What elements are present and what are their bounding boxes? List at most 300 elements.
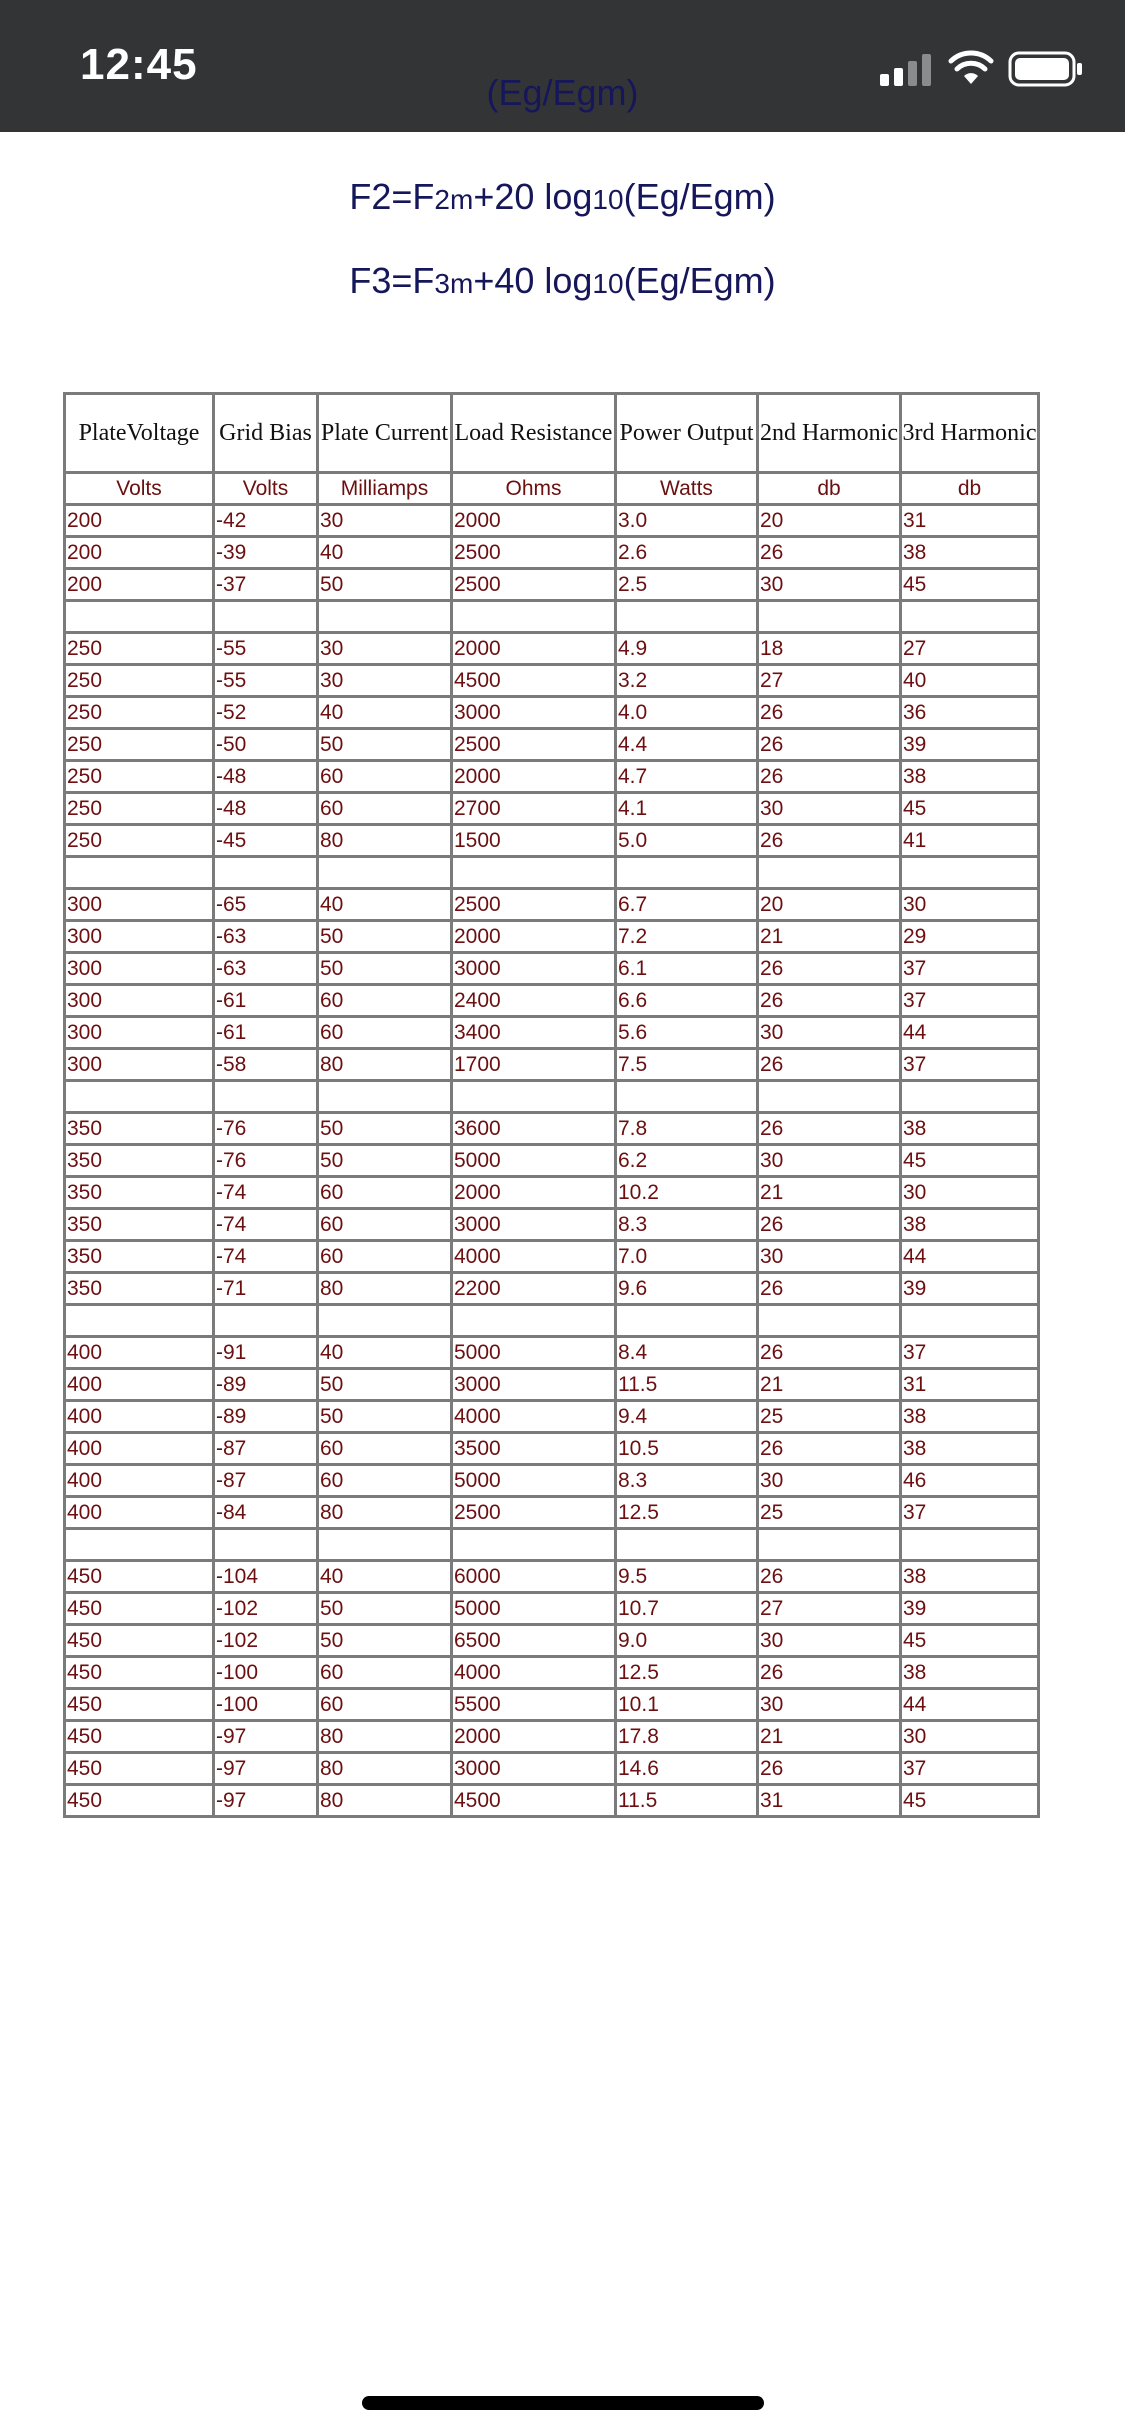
table-cell: -37 — [214, 569, 318, 601]
table-cell: 40 — [318, 889, 452, 921]
table-cell: -76 — [214, 1145, 318, 1177]
table-row — [65, 1273, 1039, 1305]
table-row — [65, 1017, 1039, 1049]
table-cell: -58 — [214, 1049, 318, 1081]
table-cell: 250 — [65, 697, 214, 729]
table-cell: 4000 — [452, 1657, 616, 1689]
table-cell: -74 — [214, 1209, 318, 1241]
table-cell: 26 — [758, 537, 901, 569]
table-cell: 60 — [318, 1209, 452, 1241]
table-cell: 38 — [901, 537, 1039, 569]
table-cell: 2000 — [452, 921, 616, 953]
table-cell: 14.6 — [616, 1753, 758, 1785]
table-row — [65, 1561, 1039, 1593]
table-cell: 400 — [65, 1337, 214, 1369]
table-cell: 4.0 — [616, 697, 758, 729]
table-cell: 3500 — [452, 1433, 616, 1465]
unit-cell: db — [758, 473, 901, 505]
table-row — [65, 537, 1039, 569]
table-row — [65, 505, 1039, 537]
table-row — [65, 633, 1039, 665]
table-cell: -61 — [214, 1017, 318, 1049]
table-cell — [65, 1081, 214, 1113]
table-cell: 17.8 — [616, 1721, 758, 1753]
status-time: 12:45 — [80, 40, 198, 89]
table-cell: 39 — [901, 1593, 1039, 1625]
table-cell: 9.4 — [616, 1401, 758, 1433]
table-cell — [616, 1305, 758, 1337]
table-cell: 45 — [901, 569, 1039, 601]
header-plate-voltage: PlateVoltage — [65, 394, 214, 473]
table-cell: 300 — [65, 921, 214, 953]
table-row — [65, 1657, 1039, 1689]
table-cell — [318, 1305, 452, 1337]
table-cell: 1500 — [452, 825, 616, 857]
table-cell: 39 — [901, 729, 1039, 761]
table-cell: 45 — [901, 1625, 1039, 1657]
table-cell: 21 — [758, 1177, 901, 1209]
table-cell: 250 — [65, 761, 214, 793]
table-cell: 6.7 — [616, 889, 758, 921]
table-cell: 26 — [758, 1049, 901, 1081]
table-cell: 6.6 — [616, 985, 758, 1017]
table-cell: 450 — [65, 1689, 214, 1721]
table-cell: 200 — [65, 505, 214, 537]
table-cell: 2000 — [452, 633, 616, 665]
table-cell: 37 — [901, 985, 1039, 1017]
table-cell — [65, 1305, 214, 1337]
table-cell: 45 — [901, 1145, 1039, 1177]
table-cell: 4500 — [452, 1785, 616, 1817]
table-cell: 30 — [758, 1689, 901, 1721]
table-cell: 30 — [758, 1145, 901, 1177]
table-row — [65, 985, 1039, 1017]
table-cell — [616, 857, 758, 889]
table-cell: 30 — [901, 889, 1039, 921]
table-cell: 400 — [65, 1497, 214, 1529]
table-cell: 21 — [758, 1721, 901, 1753]
table-cell: 5500 — [452, 1689, 616, 1721]
table-cell: 350 — [65, 1241, 214, 1273]
table-cell: 200 — [65, 537, 214, 569]
table-cell: -42 — [214, 505, 318, 537]
table-cell: 27 — [758, 1593, 901, 1625]
table-cell: 2500 — [452, 729, 616, 761]
table-cell: 80 — [318, 1273, 452, 1305]
table-cell: -91 — [214, 1337, 318, 1369]
table-cell: 400 — [65, 1369, 214, 1401]
table-cell: 26 — [758, 697, 901, 729]
table-row — [65, 1625, 1039, 1657]
unit-cell: Ohms — [452, 473, 616, 505]
table-cell: 26 — [758, 1209, 901, 1241]
table-cell: 26 — [758, 1657, 901, 1689]
table-cell: 80 — [318, 1753, 452, 1785]
table-cell: 30 — [901, 1721, 1039, 1753]
table-cell: 80 — [318, 1785, 452, 1817]
table-cell: -55 — [214, 665, 318, 697]
table-cell: 350 — [65, 1273, 214, 1305]
table-cell: 2200 — [452, 1273, 616, 1305]
table-cell: 36 — [901, 697, 1039, 729]
table-cell: 11.5 — [616, 1369, 758, 1401]
table-cell: 44 — [901, 1689, 1039, 1721]
table-row — [65, 1401, 1039, 1433]
header-power-output: Power Output — [616, 394, 758, 473]
table-row — [65, 729, 1039, 761]
table-cell: 4000 — [452, 1241, 616, 1273]
table-cell: -102 — [214, 1593, 318, 1625]
table-cell: 3600 — [452, 1113, 616, 1145]
table-cell: 50 — [318, 729, 452, 761]
table-row — [65, 1241, 1039, 1273]
table-cell: -100 — [214, 1689, 318, 1721]
unit-cell: Watts — [616, 473, 758, 505]
table-row — [65, 1689, 1039, 1721]
table-cell: 10.5 — [616, 1433, 758, 1465]
table-cell: 21 — [758, 921, 901, 953]
table-row — [65, 1785, 1039, 1817]
table-cell: 12.5 — [616, 1657, 758, 1689]
table-cell: 60 — [318, 1433, 452, 1465]
table-cell: 60 — [318, 1689, 452, 1721]
table-cell: 7.2 — [616, 921, 758, 953]
table-cell: 2000 — [452, 761, 616, 793]
table-cell: 9.5 — [616, 1561, 758, 1593]
spacer-row — [65, 601, 1039, 633]
table-cell — [901, 1081, 1039, 1113]
table-cell: -87 — [214, 1433, 318, 1465]
header-3rd-harmonic: 3rd Harmonic — [901, 394, 1039, 473]
table-row — [65, 953, 1039, 985]
spacer-row — [65, 1305, 1039, 1337]
table-cell: 30 — [758, 1241, 901, 1273]
spacer-row — [65, 857, 1039, 889]
table-cell: 40 — [318, 697, 452, 729]
table-cell: 450 — [65, 1721, 214, 1753]
header-grid-bias: Grid Bias — [214, 394, 318, 473]
header-plate-current: Plate Current — [318, 394, 452, 473]
table-cell: 50 — [318, 921, 452, 953]
table-cell: 50 — [318, 1369, 452, 1401]
table-row — [65, 1369, 1039, 1401]
table-cell: 300 — [65, 953, 214, 985]
table-cell: 40 — [318, 1337, 452, 1369]
table-cell: 60 — [318, 1465, 452, 1497]
table-cell: 41 — [901, 825, 1039, 857]
table-cell: -74 — [214, 1177, 318, 1209]
table-row — [65, 1177, 1039, 1209]
table-cell: 3.2 — [616, 665, 758, 697]
table-cell: 2500 — [452, 889, 616, 921]
table-cell: 26 — [758, 761, 901, 793]
table-row — [65, 665, 1039, 697]
table-cell: 300 — [65, 1017, 214, 1049]
table-row — [65, 793, 1039, 825]
table-cell — [452, 1529, 616, 1561]
table-cell: 4.4 — [616, 729, 758, 761]
table-cell — [452, 1081, 616, 1113]
table-cell: 30 — [758, 1465, 901, 1497]
table-cell: -48 — [214, 793, 318, 825]
table-cell — [901, 601, 1039, 633]
table-cell: -48 — [214, 761, 318, 793]
table-cell: 4.9 — [616, 633, 758, 665]
table-cell: -50 — [214, 729, 318, 761]
formula-f2: F2=F2m+20 log10(Eg/Egm) — [349, 176, 776, 217]
table-cell: -55 — [214, 633, 318, 665]
table-cell: 350 — [65, 1177, 214, 1209]
table-cell: 3000 — [452, 953, 616, 985]
table-cell: 25 — [758, 1497, 901, 1529]
table-cell: 80 — [318, 1497, 452, 1529]
table-cell: 30 — [318, 505, 452, 537]
table-cell: 37 — [901, 953, 1039, 985]
table-cell: 5.0 — [616, 825, 758, 857]
table-cell: 80 — [318, 825, 452, 857]
table-cell: -102 — [214, 1625, 318, 1657]
table-row — [65, 889, 1039, 921]
table-cell: 7.8 — [616, 1113, 758, 1145]
table-cell — [758, 1081, 901, 1113]
table-cell: 26 — [758, 1753, 901, 1785]
home-indicator[interactable] — [362, 2396, 764, 2410]
table-cell — [452, 601, 616, 633]
table-cell: 250 — [65, 729, 214, 761]
table-cell: 2000 — [452, 505, 616, 537]
table-cell: -45 — [214, 825, 318, 857]
table-cell: 60 — [318, 1241, 452, 1273]
table-cell: 60 — [318, 761, 452, 793]
table-cell: 5000 — [452, 1337, 616, 1369]
table-cell: 9.0 — [616, 1625, 758, 1657]
table-cell: 300 — [65, 889, 214, 921]
table-cell: 400 — [65, 1401, 214, 1433]
table-cell: 20 — [758, 505, 901, 537]
table-row — [65, 1145, 1039, 1177]
table-cell: 6500 — [452, 1625, 616, 1657]
table-cell: 200 — [65, 569, 214, 601]
table-cell — [452, 1305, 616, 1337]
unit-cell: Volts — [65, 473, 214, 505]
table-cell: -63 — [214, 953, 318, 985]
table-cell — [318, 601, 452, 633]
table-cell: 50 — [318, 1113, 452, 1145]
table-cell: 12.5 — [616, 1497, 758, 1529]
table-cell: 50 — [318, 1625, 452, 1657]
table-cell: 2700 — [452, 793, 616, 825]
table-cell: 60 — [318, 1657, 452, 1689]
table-cell: 10.1 — [616, 1689, 758, 1721]
table-cell: 50 — [318, 1593, 452, 1625]
table-cell — [901, 857, 1039, 889]
table-cell: 60 — [318, 793, 452, 825]
table-cell: -87 — [214, 1465, 318, 1497]
table-cell — [318, 857, 452, 889]
table-cell: 26 — [758, 1561, 901, 1593]
table-cell: 26 — [758, 825, 901, 857]
table-cell: 38 — [901, 1113, 1039, 1145]
table-cell: 44 — [901, 1017, 1039, 1049]
table-cell: -84 — [214, 1497, 318, 1529]
table-cell: 4000 — [452, 1401, 616, 1433]
table-cell — [616, 601, 758, 633]
table-cell: 6.2 — [616, 1145, 758, 1177]
table-cell: -61 — [214, 985, 318, 1017]
table-cell: 250 — [65, 665, 214, 697]
table-cell: 37 — [901, 1753, 1039, 1785]
table-cell: 39 — [901, 1273, 1039, 1305]
header-2nd-harmonic: 2nd Harmonic — [758, 394, 901, 473]
table-cell: 300 — [65, 985, 214, 1017]
table-cell: -97 — [214, 1721, 318, 1753]
table-cell: 31 — [758, 1785, 901, 1817]
table-cell: 30 — [318, 633, 452, 665]
table-cell: 38 — [901, 1401, 1039, 1433]
table-cell — [65, 1529, 214, 1561]
table-cell: -76 — [214, 1113, 318, 1145]
table-cell: 400 — [65, 1465, 214, 1497]
table-cell: 3000 — [452, 1753, 616, 1785]
table-cell: 46 — [901, 1465, 1039, 1497]
units-row — [65, 473, 1039, 505]
table-cell: 60 — [318, 1017, 452, 1049]
table-cell: 50 — [318, 1145, 452, 1177]
table-cell: 6.1 — [616, 953, 758, 985]
table-row — [65, 1465, 1039, 1497]
table-cell: -74 — [214, 1241, 318, 1273]
header-row — [65, 394, 1039, 473]
table-cell: 3400 — [452, 1017, 616, 1049]
table-row — [65, 1209, 1039, 1241]
table-cell: 450 — [65, 1561, 214, 1593]
table-cell: 26 — [758, 985, 901, 1017]
header-load-resistance: Load Resistance — [452, 394, 616, 473]
table-cell — [758, 1529, 901, 1561]
table-row — [65, 1497, 1039, 1529]
table-cell: 11.5 — [616, 1785, 758, 1817]
table-cell: 50 — [318, 953, 452, 985]
table-cell: 3000 — [452, 697, 616, 729]
table-cell: 37 — [901, 1337, 1039, 1369]
table-cell: 450 — [65, 1593, 214, 1625]
table-cell — [758, 1305, 901, 1337]
table-cell: -100 — [214, 1657, 318, 1689]
table-cell: 18 — [758, 633, 901, 665]
table-row — [65, 1721, 1039, 1753]
table-cell: 26 — [758, 1273, 901, 1305]
table-cell: -97 — [214, 1753, 318, 1785]
table-cell: 3000 — [452, 1369, 616, 1401]
table-cell: -97 — [214, 1785, 318, 1817]
table-cell — [214, 601, 318, 633]
table-cell: 80 — [318, 1721, 452, 1753]
table-cell: 26 — [758, 729, 901, 761]
table-cell: 350 — [65, 1209, 214, 1241]
table-row — [65, 1113, 1039, 1145]
table-cell: 38 — [901, 761, 1039, 793]
table-cell — [901, 1305, 1039, 1337]
table-cell: 2400 — [452, 985, 616, 1017]
table-cell: 450 — [65, 1657, 214, 1689]
table-cell: 30 — [758, 569, 901, 601]
unit-cell: db — [901, 473, 1039, 505]
table-row — [65, 569, 1039, 601]
table-cell: 350 — [65, 1145, 214, 1177]
table-cell — [758, 601, 901, 633]
table-cell: 5000 — [452, 1593, 616, 1625]
spacer-row — [65, 1529, 1039, 1561]
table-cell: 6000 — [452, 1561, 616, 1593]
table-cell: 37 — [901, 1497, 1039, 1529]
table-cell: 26 — [758, 1113, 901, 1145]
table-cell: 350 — [65, 1113, 214, 1145]
table-cell — [616, 1081, 758, 1113]
table-cell — [214, 1529, 318, 1561]
table-cell: 300 — [65, 1049, 214, 1081]
table-cell: 10.7 — [616, 1593, 758, 1625]
spacer-row — [65, 1081, 1039, 1113]
table-cell: 4.7 — [616, 761, 758, 793]
table-cell — [452, 857, 616, 889]
table-cell — [214, 1081, 318, 1113]
table-cell: 250 — [65, 825, 214, 857]
table-cell: -71 — [214, 1273, 318, 1305]
table-cell: 3.0 — [616, 505, 758, 537]
table-cell — [214, 857, 318, 889]
table-cell: 10.2 — [616, 1177, 758, 1209]
table-cell: 250 — [65, 793, 214, 825]
table-cell: -89 — [214, 1369, 318, 1401]
table-cell: 40 — [901, 665, 1039, 697]
table-cell: -63 — [214, 921, 318, 953]
table-cell: 2.5 — [616, 569, 758, 601]
table-cell — [318, 1529, 452, 1561]
table-cell: 26 — [758, 1337, 901, 1369]
table-cell: 7.0 — [616, 1241, 758, 1273]
table-row — [65, 825, 1039, 857]
table-cell: 5.6 — [616, 1017, 758, 1049]
table-cell: 40 — [318, 1561, 452, 1593]
table-cell: 37 — [901, 1049, 1039, 1081]
table-cell: 44 — [901, 1241, 1039, 1273]
table-cell: 30 — [758, 1017, 901, 1049]
formula-f3: F3=F3m+40 log10(Eg/Egm) — [349, 260, 776, 301]
table-cell — [318, 1081, 452, 1113]
table-cell: 30 — [901, 1177, 1039, 1209]
table-cell: 45 — [901, 793, 1039, 825]
table-cell: 38 — [901, 1433, 1039, 1465]
table-cell: 2000 — [452, 1721, 616, 1753]
table-row — [65, 697, 1039, 729]
table-cell: 2000 — [452, 1177, 616, 1209]
table-cell: 21 — [758, 1369, 901, 1401]
table-cell — [616, 1529, 758, 1561]
table-cell: 8.4 — [616, 1337, 758, 1369]
table-cell — [758, 857, 901, 889]
table-cell: 31 — [901, 1369, 1039, 1401]
table-cell: 400 — [65, 1433, 214, 1465]
table-cell — [65, 601, 214, 633]
table-cell: -89 — [214, 1401, 318, 1433]
table-row — [65, 1593, 1039, 1625]
table-cell: -65 — [214, 889, 318, 921]
table-cell: 4.1 — [616, 793, 758, 825]
table-cell: 2500 — [452, 1497, 616, 1529]
table-row — [65, 1433, 1039, 1465]
table-cell: -104 — [214, 1561, 318, 1593]
table-cell: 30 — [318, 665, 452, 697]
